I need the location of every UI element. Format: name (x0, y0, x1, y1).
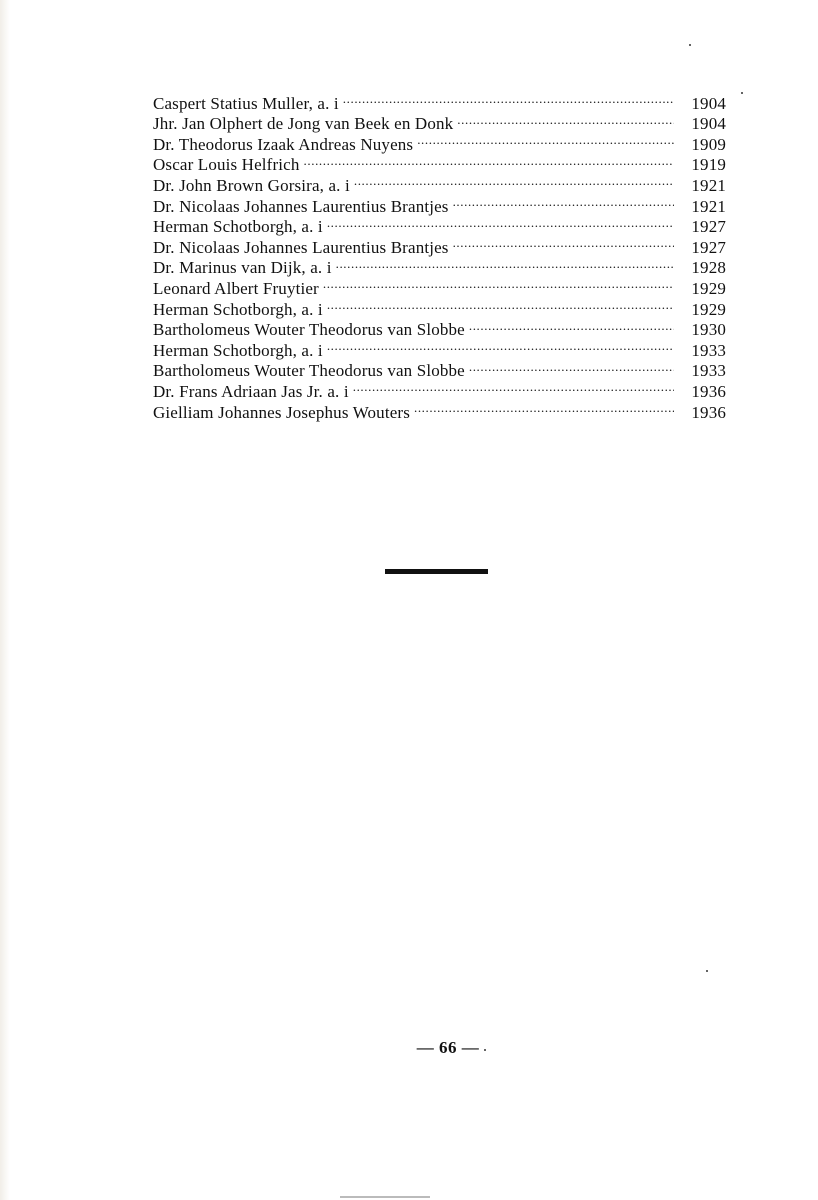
entry-year: 1929 (691, 299, 726, 319)
entry-year: 1904 (691, 114, 726, 134)
dot-leader (336, 253, 674, 274)
entry-name: Dr. Nicolaas Johannes Laurentius Brantjes (153, 237, 449, 257)
dot-leader (453, 191, 674, 212)
entry-name: Herman Schotborgh, a. i (153, 217, 323, 237)
entry-name: Leonard Albert Fruytier (153, 278, 319, 298)
dot-leader (304, 150, 674, 171)
entry-name: Herman Schotborgh, a. i (153, 299, 323, 319)
dot-leader (327, 212, 674, 233)
entry-name: Bartholomeus Wouter Theodorus van Slobbe (153, 361, 465, 381)
print-speck (741, 92, 743, 94)
page-edge-shadow (0, 0, 10, 1200)
dot-leader (327, 294, 674, 315)
dot-leader (353, 376, 674, 397)
entry-year: 1919 (691, 155, 726, 175)
dot-leader (417, 129, 674, 150)
entry-year: 1927 (691, 217, 726, 237)
entry-year: 1936 (691, 402, 726, 422)
entry-year: 1909 (691, 134, 726, 154)
dot-leader (323, 273, 674, 294)
section-divider-rule (385, 569, 488, 574)
governors-list (153, 88, 726, 422)
dot-leader (469, 356, 674, 377)
entry-name: Dr. Theodorus Izaak Andreas Nuyens (153, 134, 414, 154)
print-speck (689, 44, 691, 46)
entry-year: 1904 (691, 93, 726, 113)
entry-year: 1921 (691, 175, 726, 195)
print-speck (706, 970, 708, 972)
entry-year: 1933 (691, 340, 726, 360)
entry-year: 1929 (691, 278, 726, 298)
entry-name: Caspert Statius Muller, a. i (153, 93, 339, 113)
entry-name: Dr. Nicolaas Johannes Laurentius Brantjes (153, 196, 449, 216)
entry-year: 1930 (691, 320, 726, 340)
page-number: — 66 — (416, 1038, 480, 1057)
entry-name: Gielliam Johannes Josephus Wouters (153, 402, 410, 422)
dot-leader (343, 88, 674, 109)
entry-name: Herman Schotborgh, a. i (153, 340, 323, 360)
entry-name: Oscar Louis Helfrich (153, 155, 300, 175)
entry-year: 1936 (691, 381, 726, 401)
entry-name: Dr. Marinus van Dijk, a. i (153, 258, 332, 278)
entry-year: 1921 (691, 196, 726, 216)
dot-leader (354, 170, 674, 191)
entry-name: Bartholomeus Wouter Theodorus van Slobbe (153, 320, 465, 340)
dot-leader (457, 109, 674, 130)
page-bottom-edge (340, 1196, 430, 1198)
dot-leader (453, 232, 674, 253)
entry-name: Dr. John Brown Gorsira, a. i (153, 175, 350, 195)
dot-leader (327, 335, 674, 356)
print-speck (484, 1049, 486, 1051)
list-item (153, 88, 726, 113)
entry-year: 1927 (691, 237, 726, 257)
entry-year: 1933 (691, 361, 726, 381)
entry-name: Jhr. Jan Olphert de Jong van Beek en Donk (153, 114, 454, 134)
entry-name: Dr. Frans Adriaan Jas Jr. a. i (153, 381, 349, 401)
entry-year: 1928 (691, 258, 726, 278)
dot-leader (414, 397, 674, 418)
dot-leader (469, 315, 674, 336)
